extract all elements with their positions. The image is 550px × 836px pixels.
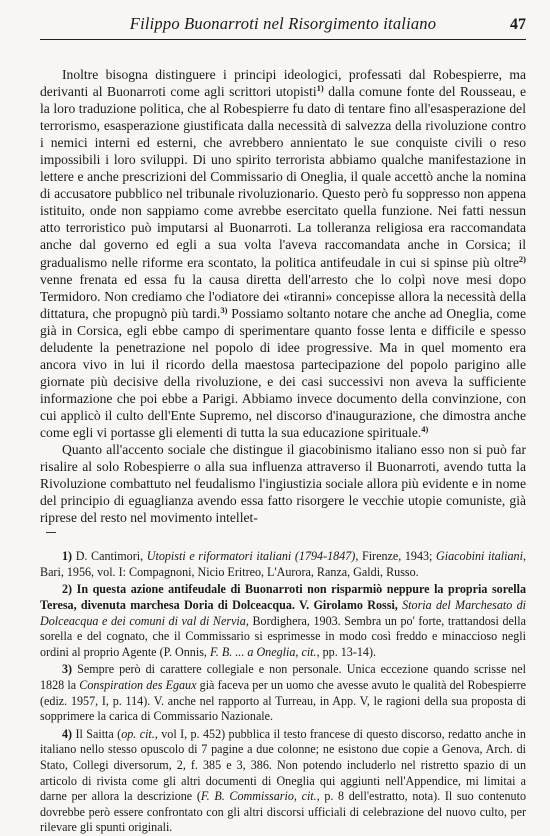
footnote-ref-1[interactable]: 1) xyxy=(316,83,324,94)
paragraph-2: Quanto all'accento sociale che distingue il giacobinismo italiano esso non si può far risalire al solo Robespierre o alla sua influenza attraverso il Buonarroti, avendo tutta la Rivoluzione combattuto nel feudalismo l'ingiustizia sociale allora più evidente e in nome del principio di eguaglianza avendo essa fatto risorgere le vecchie utopie comuniste, già riprese del resto nel movimento intellet- xyxy=(40,442,526,526)
footnote-number: 2) xyxy=(62,582,73,597)
header-rule xyxy=(40,39,526,40)
body-text xyxy=(40,66,526,526)
footnote-ref-3[interactable]: 3) xyxy=(220,304,228,315)
running-title: Filippo Buonarroti nel Risorgimento italiano xyxy=(129,14,437,33)
footnote-number: 4) xyxy=(62,726,73,741)
running-header xyxy=(40,14,526,38)
footnote-number: 3) xyxy=(62,662,73,677)
footnote-2: 2) In questa azione antifeudale di Buonarroti non risparmiò neppure la propria sorella Teresa, divenuta marchesa Doria di Dolceacqua. V. Girolamo Rossi, Storia del Marchesato di Dolceacqua e dei comuni di val di Nervia, Bordighera, 1903. Sembra un po' forte, trattandosi della sorella e del cognato, che il Commissario si esprimesse in modo così freddo e minaccioso negli ordini al proprio Agente (P. Onnis, F. B. ... a Oneglia, cit., pp. 13-14). xyxy=(40,582,527,659)
footnote-4: 4) Il Saitta (op. cit., vol I, p. 452) pubblica il testo francese di questo discorso, redatto anche in italiano nello stesso opuscolo di 7 pagine a due colonne; ne esistono due copie a Genova, Arch. di Stato, Collegi diversorum, 2, f. 385 e 3, 386. Non potendo includerlo nel ristretto spazio di un articolo di rivista come gli altri documenti di Oneglia qui aggiunti nell'Appendice, mi limitai a darne per allora la descrizione (F. B. Commissario, cit., p. 8 dell'estratto, nota). Il suo contenuto dovrebbe però essere confrontato con gli altri discorsi ufficiali di celebrazione del nuovo culto, per rilevare gli spunti originali. xyxy=(40,726,526,835)
page-number: 47 xyxy=(510,16,526,33)
footnote-3: 3) Sempre però di carattere collegiale e non personale. Unica eccezione quando scrisse nel 1828 la Conspiration des Egaux già faceva per un uomo che avesse avuto le qualità del Robespierre (ediz. 1957, I, p. 114). V. anche nel rapporto al Turreau, in App. V, le ragioni della sua proposta di sopprimere la carica di Commissario Nazionale. xyxy=(40,662,527,724)
footnote-separator xyxy=(46,532,56,533)
paragraph-1: Inoltre bisogna distinguere i principi ideologici, professati dal Robespierre, ma derivanti al Buonarroti come agli scrittori utopisti$^{1)}$ dalla comune fonte del Rousseau, e la loro traduzione politica, che al Robespierre fu dato di tentare fino all'esasperazione del terrorismo, esasperazione giustificata dalla necessità di salvezza della rivoluzione contro i nemici interni ed esterni, che avrebbero annientato le sue conquiste civili o reso impossibili i loro sviluppi. Di uno spirito terrorista abbiamo qualche manifestazione in lettere e anche prescrizioni del Commissario di Oneglia, il quale accettò anche la nomina di accusatore pubblico nel tribunale rivoluzionario. Questo però fu soppresso non appena istituito, onde non sappiamo come avrebbe esercitato quella funzione. Nei fatti nessun atto terroristico può imputarsi al Buonarroti. La tolleranza religiosa era raccomandata anche dal governo ed egli a sua volta l'aveva raccomandata anche in Corsica; il gradualismo nelle riforme era scontato, la politica antifeudale in cui si spinse più oltre$^{2)}$ venne frenata ed essa fu la causa diretta dell'arresto che lo colpì nove mesi dopo Termidoro. Non crediamo che l'odiatore dei «tiranni» concepisse allora la necessità della dittatura, che propugnò più tardi.$^{3)}$ Possiamo soltanto notare che anche ad Oneglia, come già in Corsica, egli ebbe campo di sperimentare quanto fosse lenta e difficile e spesso deludente la penetrazione nel popolo di idee progressive. Ma in quel momento era ancora vivo in lui il ricordo della maestosa partecipazione del popolo parigino alle giornate più decisive della rivoluzione, e dei casi successivi non aveva la sufficiente informazione che poi ebbe a Parigi. Abbiamo invece documento della convinzione, con cui applicò il culto dell'Ente Supremo, nel discorso d'inaugurazione, che dimostra anche come egli vi portasse gli elementi di tutta la sua educazione spirituale.$^{4)}$ xyxy=(40,67,526,440)
footnote-ref-4[interactable]: 4) xyxy=(421,423,429,434)
footnotes xyxy=(40,549,526,836)
footnote-number: 1) xyxy=(62,549,73,564)
footnote-1: 1) D. Cantimori, Utopisti e riformatori italiani (1794-1847), Firenze, 1943; Giacobini italiani, Bari, 1956, vol. I: Compagnoni, Nicio Eritreo, L'Aurora, Ranza, Galdi, Russo. xyxy=(40,549,526,579)
footnote-ref-2[interactable]: 2) xyxy=(518,253,526,264)
